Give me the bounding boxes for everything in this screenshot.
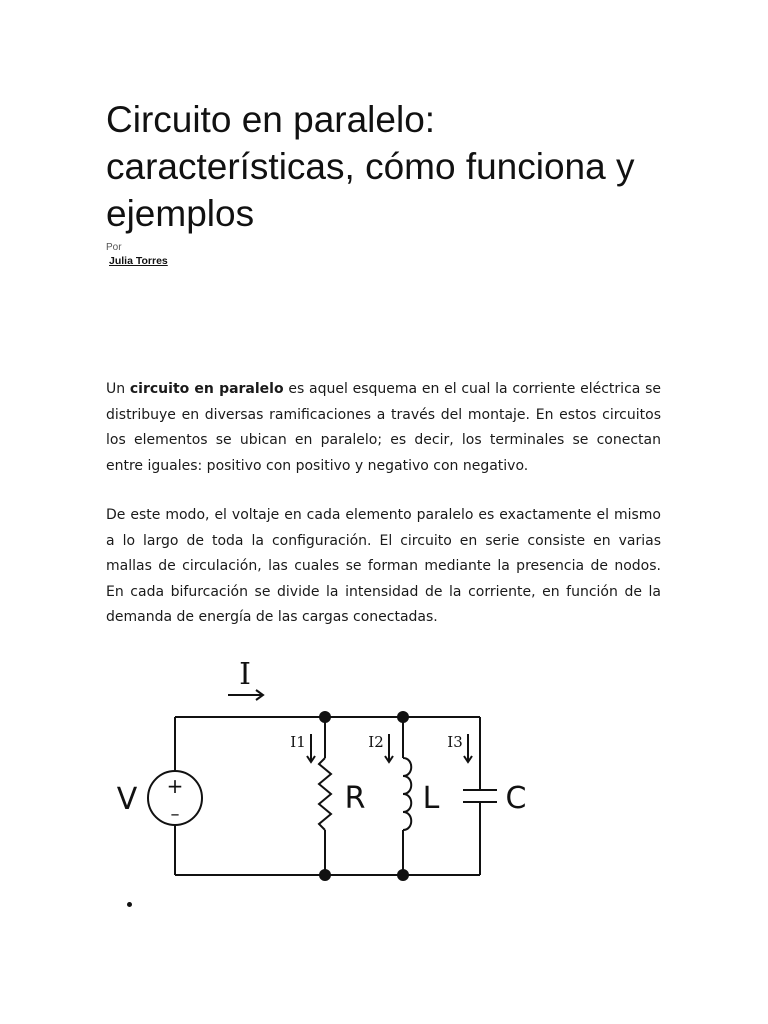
inductor-icon: [403, 758, 411, 830]
byline-label: Por: [106, 242, 122, 253]
paragraph-1-intro: Un: [106, 381, 130, 397]
paragraph-1-bold-term: circuito en paralelo: [129, 381, 284, 397]
node-bottom-1-icon: [319, 869, 331, 881]
capacitor-label: C: [505, 781, 527, 816]
node-top-1-icon: [319, 711, 331, 723]
paragraph-1: [106, 377, 661, 479]
parallel-circuit-diagram: [100, 650, 540, 890]
resistor-label: R: [344, 781, 366, 816]
author-link[interactable]: Julia Torres: [109, 255, 168, 267]
inductor-label: L: [422, 781, 440, 816]
i3-label: I3: [447, 733, 463, 751]
list-bullet: [127, 902, 132, 907]
article-title: Circuito en paralelo: características, cómo funciona y ejemplos: [106, 99, 635, 234]
paragraph-2: De este modo, el voltaje en cada elemento paralelo es exactamente el mismo a lo largo de toda la configuración. El circuito en serie consiste en varias mallas de circulación, las cuales se forman mediante la presencia de nodos. En cada bifurcación se divide la intensidad de la corriente, en función de la demanda de energía de las cargas conectadas.: [106, 507, 661, 625]
node-top-2-icon: [397, 711, 409, 723]
i1-label: I1: [290, 733, 306, 751]
source-label: V: [116, 782, 138, 817]
source-minus-label: –: [170, 804, 180, 825]
resistor-icon: [319, 758, 331, 830]
source-plus-label: +: [166, 774, 184, 798]
node-bottom-2-icon: [397, 869, 409, 881]
total-current-label: I: [239, 657, 251, 692]
paragraph-1-rest: es aquel esquema en el cual la corriente eléctrica se distribuye en diversas ramificaciones a través del montaje. En estos circuitos los elementos se ubican en paralelo; es decir, los terminales se conectan entre iguales: positivo con positivo y negativo con negativo.: [106, 381, 661, 474]
i2-label: I2: [368, 733, 384, 751]
